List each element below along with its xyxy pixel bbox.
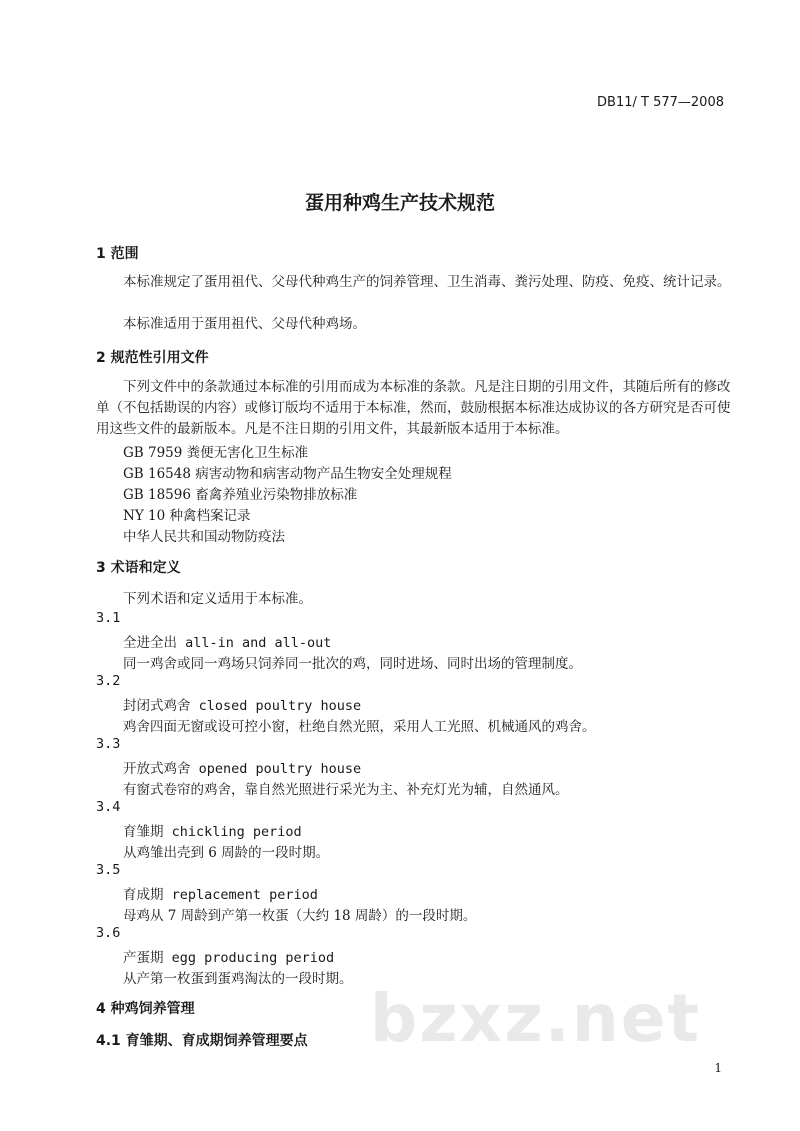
term-number: 3.4: [96, 799, 121, 815]
term-definition: 母鸡从 7 周龄到产第一枚蛋（大约 18 周龄）的一段时期。: [123, 908, 477, 924]
standard-code: DB11/ T 577—2008: [597, 95, 724, 110]
term-number: 3.2: [96, 673, 121, 689]
section-1-paragraph-2: 本标准适用于蛋用祖代、父母代种鸡场。: [123, 316, 366, 332]
term-name: 产蛋期 egg producing period: [123, 950, 335, 966]
term-number: 3.5: [96, 862, 121, 878]
reference-item: 中华人民共和国动物防疫法: [123, 529, 285, 545]
term-name: 开放式鸡舍 opened poultry house: [123, 761, 362, 777]
term-number: 3.1: [96, 610, 121, 626]
document-title: 蛋用种鸡生产技术规范: [304, 192, 495, 214]
term-definition: 有窗式卷帘的鸡舍，靠自然光照进行采光为主、补充灯光为辅，自然通风。: [123, 782, 569, 798]
term-name: 育成期 replacement period: [123, 887, 318, 903]
reference-item: GB 7959 粪便无害化卫生标准: [123, 445, 309, 461]
watermark: bzxz.net: [370, 980, 702, 1057]
section-2-heading: 2 规范性引用文件: [96, 350, 209, 366]
term-number: 3.6: [96, 925, 121, 941]
term-definition: 鸡舍四面无窗或设可控小窗，杜绝自然光照，采用人工光照、机械通风的鸡舍。: [123, 719, 596, 735]
reference-item: GB 18596 畜禽养殖业污染物排放标准: [123, 487, 358, 503]
reference-item: NY 10 种禽档案记录: [123, 508, 251, 524]
term-definition: 同一鸡舍或同一鸡场只饲养同一批次的鸡，同时进场、同时出场的管理制度。: [123, 656, 582, 672]
section-3-intro: 下列术语和定义适用于本标准。: [123, 591, 312, 607]
section-1-heading: 1 范围: [96, 246, 139, 262]
page-number: 1: [714, 1061, 722, 1075]
section-4-1-heading: 4.1 育雏期、育成期饲养管理要点: [96, 1033, 308, 1049]
reference-item: GB 16548 病害动物和病害动物产品生物安全处理规程: [123, 466, 452, 482]
term-number: 3.3: [96, 736, 121, 752]
term-name: 全进全出 all-in and all-out: [123, 635, 332, 651]
section-1-paragraph-1: 本标准规定了蛋用祖代、父母代种鸡生产的饲养管理、卫生消毒、粪污处理、防疫、免疫、统计记录。: [123, 274, 731, 290]
section-2-paragraph-1: 下列文件中的条款通过本标准的引用而成为本标准的条款。凡是注日期的引用文件，其随后所有的修改单（不包括勘误的内容）或修订版均不适用于本标准，然而，鼓励根据本标准达成协议的各方研究是否可使用这些文件的最新版本。凡是不注日期的引用文件，其最新版本适用于本标准。: [96, 379, 731, 437]
section-4-heading: 4 种鸡饲养管理: [96, 1001, 195, 1017]
term-definition: 从产第一枚蛋到蛋鸡淘汰的一段时期。: [123, 971, 353, 987]
term-definition: 从鸡雏出壳到 6 周龄的一段时期。: [123, 845, 330, 861]
section-3-heading: 3 术语和定义: [96, 560, 181, 576]
term-name: 封闭式鸡舍 closed poultry house: [123, 698, 362, 714]
term-name: 育雏期 chickling period: [123, 824, 302, 840]
